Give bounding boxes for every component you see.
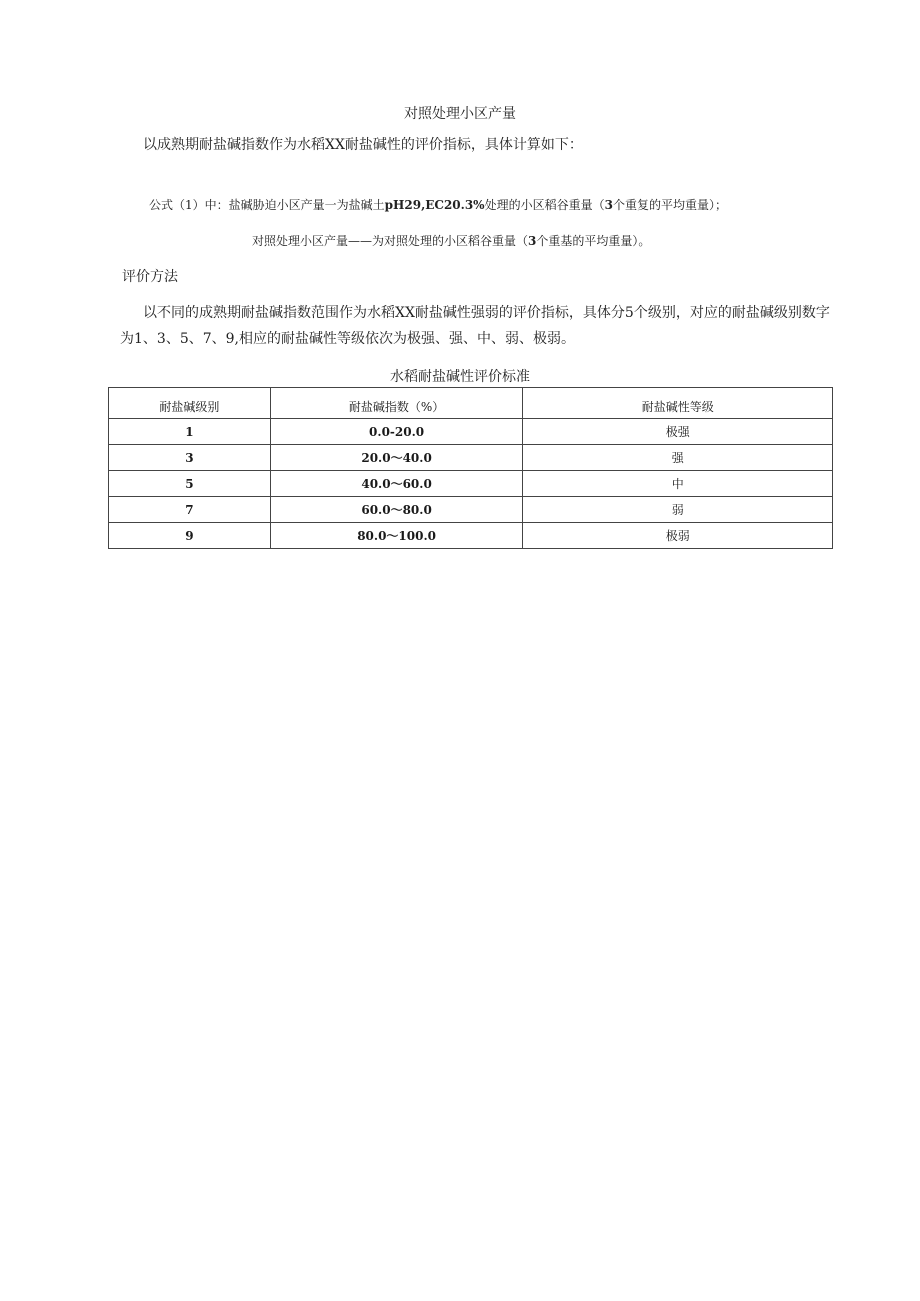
table-cell-grade: 强 xyxy=(523,445,833,471)
formula-note-1-bold: pH29,EC20.3% xyxy=(384,198,485,212)
formula-note-2-prefix: 对照处理小区产量——为对照处理的小区稻谷重量（ xyxy=(252,234,529,248)
table-header-level: 耐盐碱级别 xyxy=(109,388,271,419)
table-cell-level: 7 xyxy=(109,497,271,523)
table-cell-grade: 极强 xyxy=(523,419,833,445)
table-cell-level: 9 xyxy=(109,523,271,549)
table-cell-range: 80.0～100.0 xyxy=(270,523,523,549)
table-header-row xyxy=(109,388,833,419)
table-cell-grade: 中 xyxy=(523,471,833,497)
table-caption: 水稻耐盐碱性评价标准 xyxy=(390,369,530,385)
formula-note-1 xyxy=(149,196,727,213)
formula-title: 对照处理小区产量 xyxy=(404,106,516,122)
table-cell-range: 40.0～60.0 xyxy=(270,471,523,497)
table-cell-grade: 极弱 xyxy=(523,523,833,549)
table-row xyxy=(109,419,833,445)
formula-note-2 xyxy=(252,232,650,249)
grade-table xyxy=(108,387,833,549)
table-cell-level: 1 xyxy=(109,419,271,445)
formula-note-1-suffix2: 个重复的平均重量）； xyxy=(612,198,727,212)
section-heading: 评价方法 xyxy=(122,269,178,285)
table-row xyxy=(109,471,833,497)
table-row xyxy=(109,497,833,523)
formula-note-1-suffix: 处理的小区稻谷重量（ xyxy=(484,198,605,212)
table-row xyxy=(109,445,833,471)
table-cell-grade: 弱 xyxy=(523,497,833,523)
table-cell-range: 0.0-20.0 xyxy=(270,419,523,445)
table-header-grade: 耐盐碱性等级 xyxy=(523,388,833,419)
formula-note-1-prefix: 公式（1）中：盐碱胁迫小区产量一为盐碱土 xyxy=(149,198,385,212)
intro-paragraph: 以成熟期耐盐碱指数作为水稻XX耐盐碱性的评价指标，具体计算如下： xyxy=(143,137,583,153)
table-cell-range: 20.0～40.0 xyxy=(270,445,523,471)
formula-note-2-bold: 3 xyxy=(528,234,537,248)
formula-note-1-bold2: 3 xyxy=(604,198,613,212)
table-cell-level: 5 xyxy=(109,471,271,497)
table-cell-range: 60.0～80.0 xyxy=(270,497,523,523)
table-cell-level: 3 xyxy=(109,445,271,471)
formula-note-2-suffix: 个重基的平均重量）。 xyxy=(536,234,651,248)
method-paragraph: 以不同的成熟期耐盐碱指数范围作为水稻XX耐盐碱性强弱的评价指标，具体分5个级别，对应的耐盐碱级别数字为1、3、5、7、9,相应的耐盐碱性等级依次为极强、强、中、弱、极弱。 xyxy=(120,305,830,347)
table-row xyxy=(109,523,833,549)
table-header-index: 耐盐碱指数（%） xyxy=(270,388,523,419)
